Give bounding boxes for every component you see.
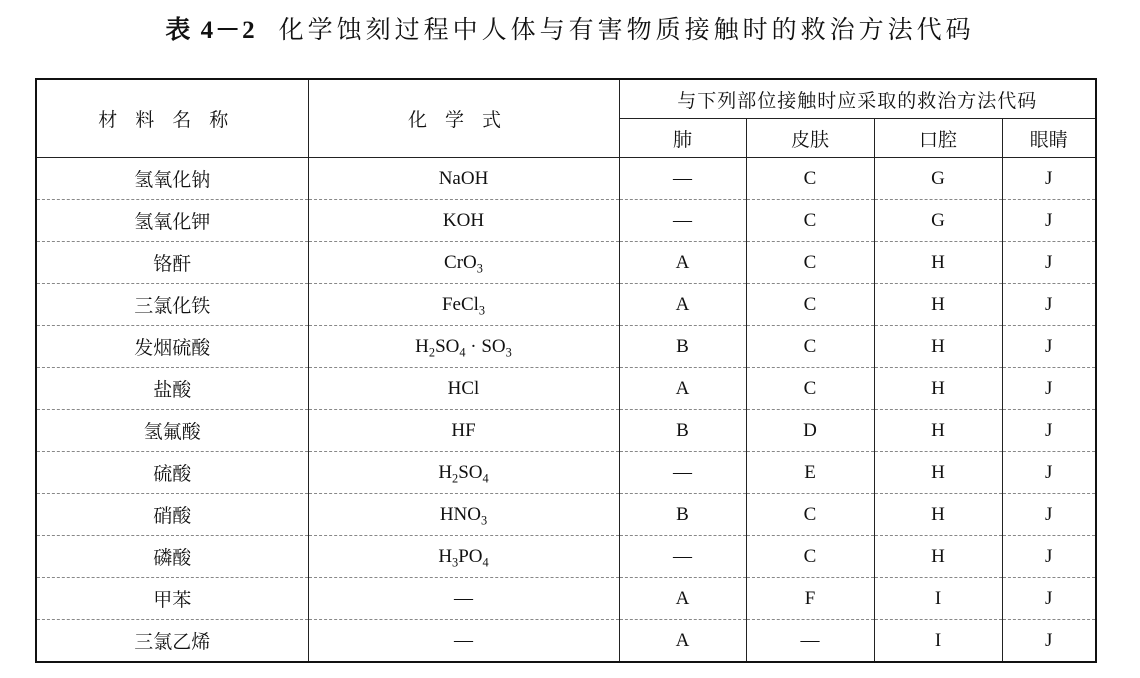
eyes-code: J bbox=[1002, 158, 1096, 200]
material-name: 氢氧化钠 bbox=[36, 158, 308, 200]
skin-code: C bbox=[746, 242, 874, 284]
mouth-code: H bbox=[874, 326, 1002, 368]
formula-subscript: 2 bbox=[428, 344, 436, 359]
header-skin: 皮肤 bbox=[746, 119, 874, 158]
formula-subscript: 3 bbox=[481, 512, 488, 527]
formula-part: HNO bbox=[439, 503, 481, 525]
table-row bbox=[36, 284, 1096, 326]
table-row bbox=[36, 368, 1096, 410]
formula-subscript: 3 bbox=[505, 344, 512, 359]
formula-part: FeCl bbox=[441, 293, 479, 315]
mouth-code: I bbox=[874, 620, 1002, 663]
eyes-code: J bbox=[1002, 410, 1096, 452]
skin-code: C bbox=[746, 536, 874, 578]
formula-subscript: 4 bbox=[482, 554, 489, 569]
eyes-code: J bbox=[1002, 200, 1096, 242]
chemical-formula bbox=[308, 326, 619, 368]
skin-code: C bbox=[746, 284, 874, 326]
header-mouth: 口腔 bbox=[874, 119, 1002, 158]
formula-part: H bbox=[438, 461, 453, 483]
mouth-code: H bbox=[874, 494, 1002, 536]
eyes-code: J bbox=[1002, 368, 1096, 410]
lung-code: A bbox=[619, 242, 746, 284]
material-name: 铬酐 bbox=[36, 242, 308, 284]
skin-code: F bbox=[746, 578, 874, 620]
formula-part: HF bbox=[451, 419, 476, 441]
lung-code: — bbox=[619, 452, 746, 494]
lung-code: — bbox=[619, 158, 746, 200]
formula-part: HCl bbox=[447, 377, 480, 399]
formula-part: NaOH bbox=[438, 167, 489, 189]
material-name: 发烟硫酸 bbox=[36, 326, 308, 368]
table-number: 表 4－2 bbox=[165, 17, 257, 44]
material-name: 硝酸 bbox=[36, 494, 308, 536]
lung-code: B bbox=[619, 326, 746, 368]
lung-code: A bbox=[619, 284, 746, 326]
header-lung: 肺 bbox=[619, 119, 746, 158]
lung-code: — bbox=[619, 536, 746, 578]
material-name: 磷酸 bbox=[36, 536, 308, 578]
skin-code: C bbox=[746, 368, 874, 410]
mouth-code: H bbox=[874, 284, 1002, 326]
table-row bbox=[36, 494, 1096, 536]
chemical-formula bbox=[308, 242, 619, 284]
eyes-code: J bbox=[1002, 284, 1096, 326]
mouth-code: H bbox=[874, 242, 1002, 284]
mouth-code: H bbox=[874, 368, 1002, 410]
eyes-code: J bbox=[1002, 452, 1096, 494]
mouth-code: G bbox=[874, 200, 1002, 242]
mouth-code: G bbox=[874, 158, 1002, 200]
formula-part: KOH bbox=[442, 209, 485, 231]
chemical-formula bbox=[308, 284, 619, 326]
table-row bbox=[36, 536, 1096, 578]
formula-part: PO bbox=[458, 545, 483, 567]
table-body bbox=[36, 158, 1096, 663]
lung-code: B bbox=[619, 494, 746, 536]
header-material-name: 材料名称 bbox=[36, 79, 308, 158]
table-title bbox=[0, 10, 1140, 46]
skin-code: C bbox=[746, 326, 874, 368]
formula-part: SO bbox=[458, 461, 483, 483]
formula-part: — bbox=[454, 587, 473, 609]
lung-code: — bbox=[619, 200, 746, 242]
material-name: 盐酸 bbox=[36, 368, 308, 410]
table-row bbox=[36, 326, 1096, 368]
chemical-formula bbox=[308, 200, 619, 242]
table-row bbox=[36, 452, 1096, 494]
table-row bbox=[36, 242, 1096, 284]
eyes-code: J bbox=[1002, 536, 1096, 578]
formula-part: CrO bbox=[444, 251, 477, 273]
formula-subscript: 4 bbox=[459, 344, 466, 359]
table-caption: 化学蚀刻过程中人体与有害物质接触时的救治方法代码 bbox=[278, 15, 975, 44]
table-row bbox=[36, 158, 1096, 200]
lung-code: A bbox=[619, 578, 746, 620]
formula-part: H bbox=[415, 335, 429, 357]
formula-subscript: 3 bbox=[478, 302, 486, 317]
material-name: 硫酸 bbox=[36, 452, 308, 494]
chemical-formula bbox=[308, 578, 619, 620]
skin-code: C bbox=[746, 494, 874, 536]
chemical-formula bbox=[308, 158, 619, 200]
lung-code: B bbox=[619, 410, 746, 452]
header-contact-group: 与下列部位接触时应采取的救治方法代码 bbox=[619, 79, 1096, 119]
skin-code: C bbox=[746, 200, 874, 242]
mouth-code: H bbox=[874, 410, 1002, 452]
eyes-code: J bbox=[1002, 326, 1096, 368]
chemical-formula bbox=[308, 620, 619, 663]
chemical-formula bbox=[308, 494, 619, 536]
formula-subscript: 3 bbox=[452, 554, 459, 569]
chemical-formula bbox=[308, 410, 619, 452]
table-row bbox=[36, 200, 1096, 242]
chemical-formula bbox=[308, 368, 619, 410]
rescue-code-table bbox=[35, 78, 1097, 663]
material-name: 三氯乙烯 bbox=[36, 620, 308, 663]
formula-subscript: 4 bbox=[482, 470, 489, 485]
lung-code: A bbox=[619, 620, 746, 663]
formula-part: SO bbox=[435, 335, 460, 357]
header-chemical-formula: 化学式 bbox=[308, 79, 619, 158]
mouth-code: I bbox=[874, 578, 1002, 620]
formula-part: — bbox=[454, 629, 473, 651]
eyes-code: J bbox=[1002, 578, 1096, 620]
formula-part: H bbox=[438, 545, 453, 567]
mouth-code: H bbox=[874, 452, 1002, 494]
table-row bbox=[36, 410, 1096, 452]
formula-subscript: 2 bbox=[452, 470, 459, 485]
material-name: 甲苯 bbox=[36, 578, 308, 620]
skin-code: — bbox=[746, 620, 874, 663]
eyes-code: J bbox=[1002, 242, 1096, 284]
skin-code: E bbox=[746, 452, 874, 494]
eyes-code: J bbox=[1002, 620, 1096, 663]
header-eyes: 眼睛 bbox=[1002, 119, 1096, 158]
skin-code: D bbox=[746, 410, 874, 452]
table-row bbox=[36, 578, 1096, 620]
chemical-formula bbox=[308, 536, 619, 578]
formula-subscript: 3 bbox=[476, 260, 483, 275]
table-row bbox=[36, 620, 1096, 663]
mouth-code: H bbox=[874, 536, 1002, 578]
chemical-formula bbox=[308, 452, 619, 494]
skin-code: C bbox=[746, 158, 874, 200]
material-name: 氢氟酸 bbox=[36, 410, 308, 452]
lung-code: A bbox=[619, 368, 746, 410]
formula-part: · SO bbox=[465, 335, 506, 357]
eyes-code: J bbox=[1002, 494, 1096, 536]
material-name: 氢氧化钾 bbox=[36, 200, 308, 242]
material-name: 三氯化铁 bbox=[36, 284, 308, 326]
